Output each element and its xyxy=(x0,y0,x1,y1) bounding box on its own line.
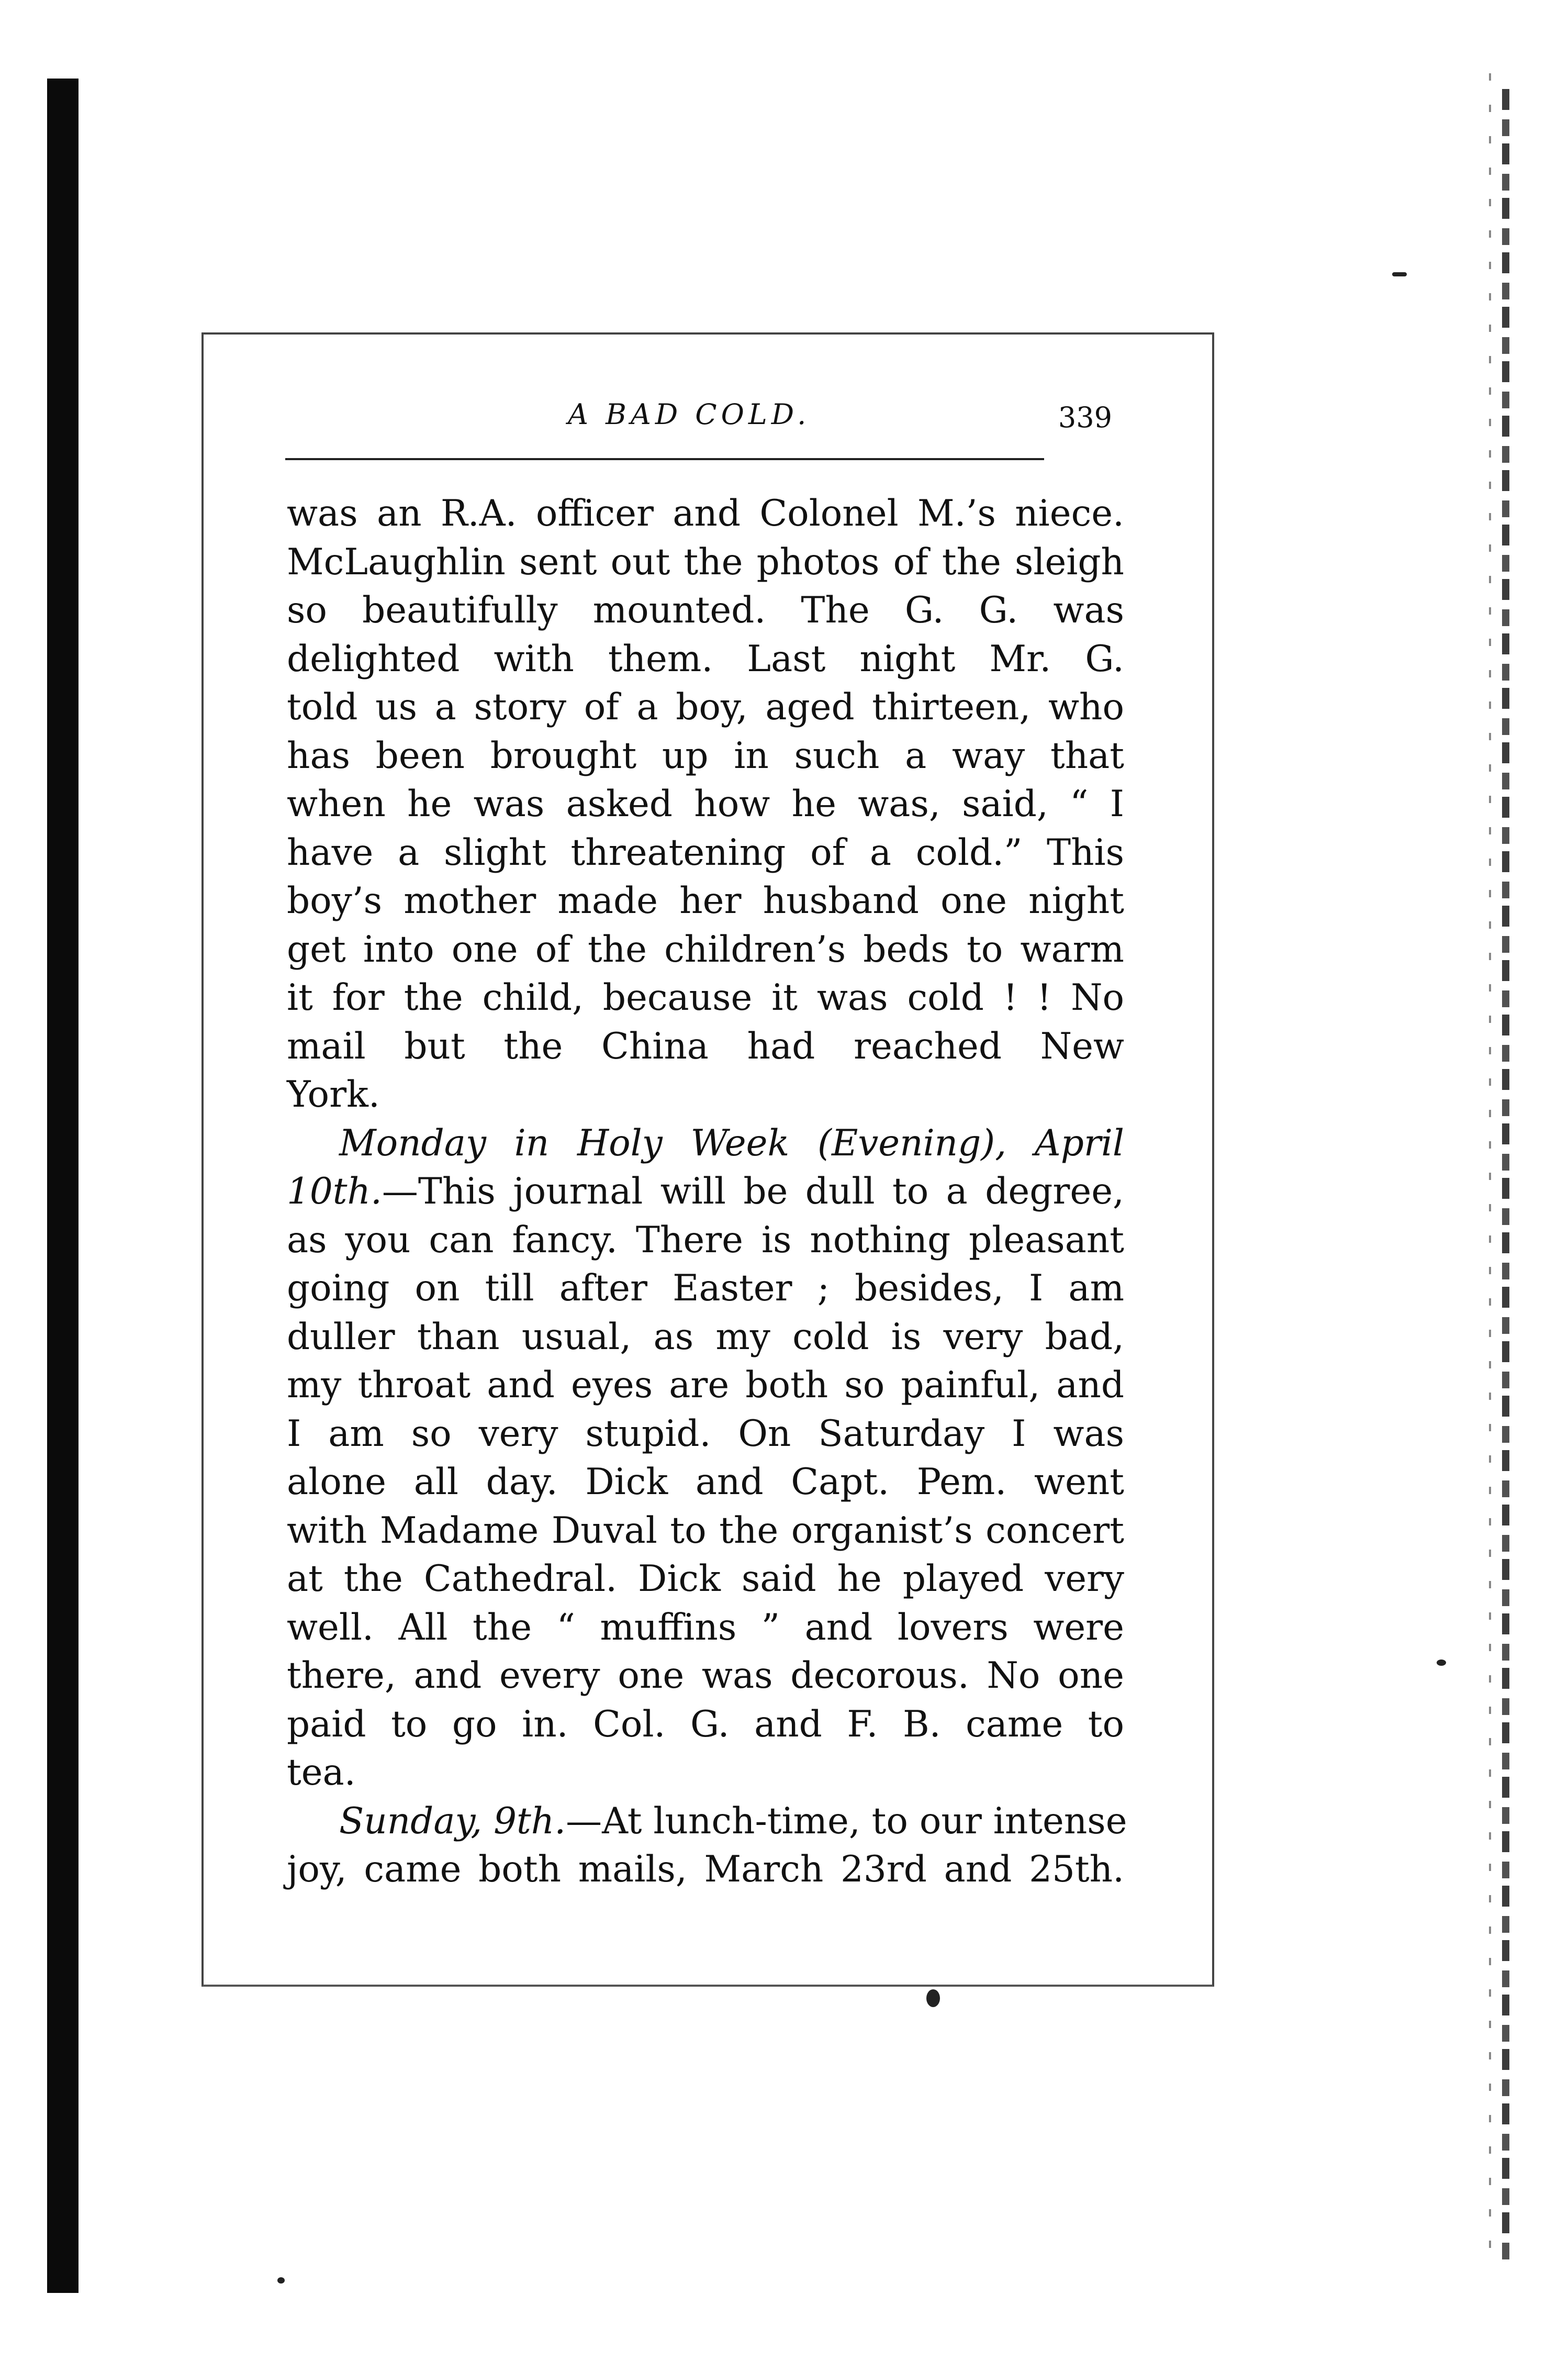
text-line: get into one of the children’s beds to warm xyxy=(287,928,1124,971)
text-line: it for the child, because it was cold ! ! No xyxy=(287,977,1124,1019)
entry-date-heading-cont: 10th. xyxy=(287,1171,382,1212)
ink-speck xyxy=(277,2277,285,2284)
text-line: I am so very stupid. On Saturday I was xyxy=(287,1412,1124,1455)
book-spine-shadow xyxy=(47,79,79,2293)
text-run: —At lunch-time, to our intense xyxy=(566,1800,1127,1842)
text-line: McLaughlin sent out the photos of the sleigh xyxy=(287,541,1124,583)
text-line: at the Cathedral. Dick said he played very xyxy=(287,1558,1124,1600)
text-line: with Madame Duval to the organist’s concert xyxy=(287,1509,1124,1552)
text-line: has been brought up in such a way that xyxy=(287,734,1124,777)
text-line xyxy=(287,1119,1124,1168)
text-line: when he was asked how he was, said, “ I xyxy=(287,783,1124,825)
entry-date-heading: Sunday, 9th. xyxy=(339,1800,566,1842)
text-line: my throat and eyes are both so painful, and xyxy=(287,1364,1124,1406)
page-number: 339 xyxy=(1058,401,1112,434)
text-line: have a slight threatening of a cold.” This xyxy=(287,831,1124,874)
ink-speck xyxy=(926,1989,940,2007)
header-rule xyxy=(285,458,1044,460)
text-line: well. All the “ muffins ” and lovers were xyxy=(287,1606,1124,1649)
running-head xyxy=(285,398,1112,440)
text-line: mail but the China had reached New xyxy=(287,1025,1124,1067)
entry-date-heading: Monday in Holy Week (Evening), April xyxy=(339,1122,1124,1164)
body-text xyxy=(287,489,1127,1894)
paragraph-1 xyxy=(287,489,1124,1119)
running-title: A BAD COLD. xyxy=(568,398,811,431)
text-line: as you can fancy. There is nothing pleasant xyxy=(287,1219,1124,1261)
paragraph-2 xyxy=(287,1119,1124,1797)
text-line: going on till after Easter ; besides, I am xyxy=(287,1267,1124,1309)
text-line: boy’s mother made her husband one night xyxy=(287,880,1124,922)
text-line: was an R.A. officer and Colonel M.’s niece. xyxy=(287,493,1124,534)
text-line: told us a story of a boy, aged thirteen, who xyxy=(287,686,1124,728)
text-line: there, and every one was decorous. No one xyxy=(287,1655,1124,1697)
text-line: so beautifully mounted. The G. G. was xyxy=(287,589,1124,631)
text-line: tea. xyxy=(287,1752,356,1794)
text-line: joy, came both mails, March 23rd and 25th. xyxy=(287,1848,1124,1890)
text-line: paid to go in. Col. G. and F. B. came to xyxy=(287,1703,1124,1745)
page-edge-right xyxy=(1502,89,1509,2267)
ink-speck xyxy=(1437,1660,1446,1666)
paragraph-3 xyxy=(287,1797,1127,1894)
text-line: delighted with them. Last night Mr. G. xyxy=(287,638,1124,680)
text-run: —This journal will be dull to a degree, xyxy=(382,1171,1124,1212)
ink-speck xyxy=(1392,272,1407,276)
text-line: York. xyxy=(287,1074,380,1116)
text-line xyxy=(287,1797,1127,1846)
text-line: duller than usual, as my cold is very bad, xyxy=(287,1316,1124,1358)
page-edge-right-inner xyxy=(1489,73,1491,2272)
text-line: alone all day. Dick and Capt. Pem. went xyxy=(287,1461,1124,1503)
text-line xyxy=(287,1167,1124,1216)
